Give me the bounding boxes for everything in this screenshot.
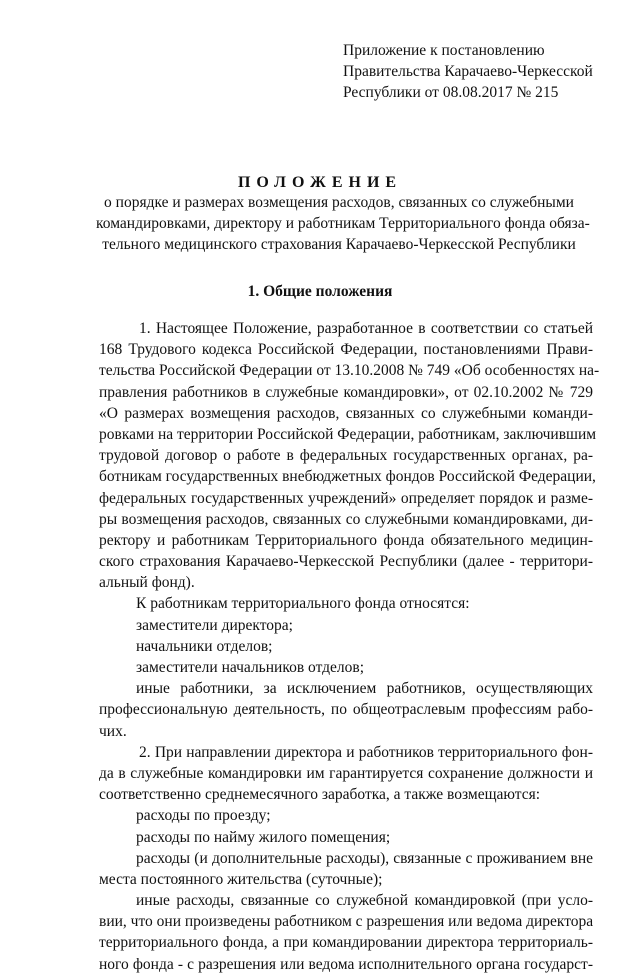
body-line: да в служебные командировки им гарантируется сохранение должности и — [99, 764, 593, 782]
document-title: ПОЛОЖЕНИЕ — [237, 174, 403, 191]
body-line: К работникам территориального фонда относятся: — [136, 595, 470, 613]
body-line: 1. Настоящее Положение, разработанное в соответствии со статьей — [139, 320, 593, 337]
body-line: ровками на территории Российской Федерации, работникам, заключившим — [99, 425, 597, 443]
body-line: заместители начальников отделов; — [136, 659, 365, 676]
body-line: 2. При направлении директора и работников территориального фон- — [139, 743, 593, 761]
header-line: Республики от 08.08.2017 № 215 — [343, 84, 559, 101]
header-line: Правительства Карачаево-Черкесской — [343, 63, 593, 80]
body-line: чих. — [99, 722, 127, 740]
body-line: профессиональную деятельность, по общеотраслевым профессиям рабо- — [99, 701, 593, 719]
body-line: расходы (и дополнительные расходы), связанные с проживанием вне — [136, 849, 593, 867]
header-line: Приложение к постановлению — [343, 42, 545, 59]
document-subtitle — [96, 192, 590, 255]
body-line: федеральных государственных учреждений» определяет порядок и разме- — [99, 489, 593, 507]
subtitle-line: о порядке и размерах возмещения расходов, связанных со служебными — [104, 194, 574, 211]
body-line: начальники отделов; — [136, 637, 273, 655]
body-line: расходы по проезду; — [136, 807, 271, 825]
body-line: альный фонд). — [99, 574, 195, 592]
body-line: территориального фонда, а при командировании директора территориаль- — [99, 934, 593, 952]
body-line: ректору и работникам Территориального фонда обязательного медицин- — [99, 531, 593, 549]
body-line: ского страхования Карачаево-Черкесской Республики (далее - территори- — [99, 553, 593, 571]
body-line: ры возмещения расходов, связанных со служебными командировками, ди- — [99, 510, 593, 528]
body-line: расходы по найму жилого помещения; — [136, 828, 391, 846]
body-line: трудовой договор о работе в федеральных государственных органах, ра- — [99, 447, 593, 465]
body-line: правления работников в служебные командировки», от 02.10.2002 № 729 — [99, 383, 593, 401]
approval-header — [343, 40, 613, 103]
subtitle-line: командировками, директору и работникам Территориального фонда обяза- — [96, 215, 590, 232]
body-line: соответственно среднемесячного заработка, а также возмещаются: — [99, 786, 541, 804]
section-heading: 1. Общие положения — [247, 283, 393, 300]
body-line: места постоянного жительства (суточные); — [99, 870, 383, 888]
body-line: «О размерах возмещения расходов, связанных со служебными команди- — [99, 404, 593, 422]
body-line: ного фонда - с разрешения или ведома исполнительного органа государст- — [99, 955, 593, 973]
body-line: иные работники, за исключением работников, осуществляющих — [136, 680, 593, 698]
subtitle-line: тельного медицинского страхования Карачаево-Черкесской Республики — [102, 236, 576, 253]
body-line: 168 Трудового кодекса Российской Федерации, постановлениями Прави- — [99, 341, 593, 359]
body-line: иные расходы, связанные со служебной командировкой (при усло- — [136, 892, 593, 910]
body-line: вии, что они произведены работником с разрешения или ведома директора — [99, 913, 594, 931]
document-body — [99, 318, 600, 975]
body-line: заместители директора; — [136, 616, 293, 634]
body-line: тельства Российской Федерации от 13.10.2008 № 749 «Об особенностях на- — [99, 362, 600, 380]
body-line: ботникам государственных внебюджетных фондов Российской Федерации, — [99, 468, 596, 486]
